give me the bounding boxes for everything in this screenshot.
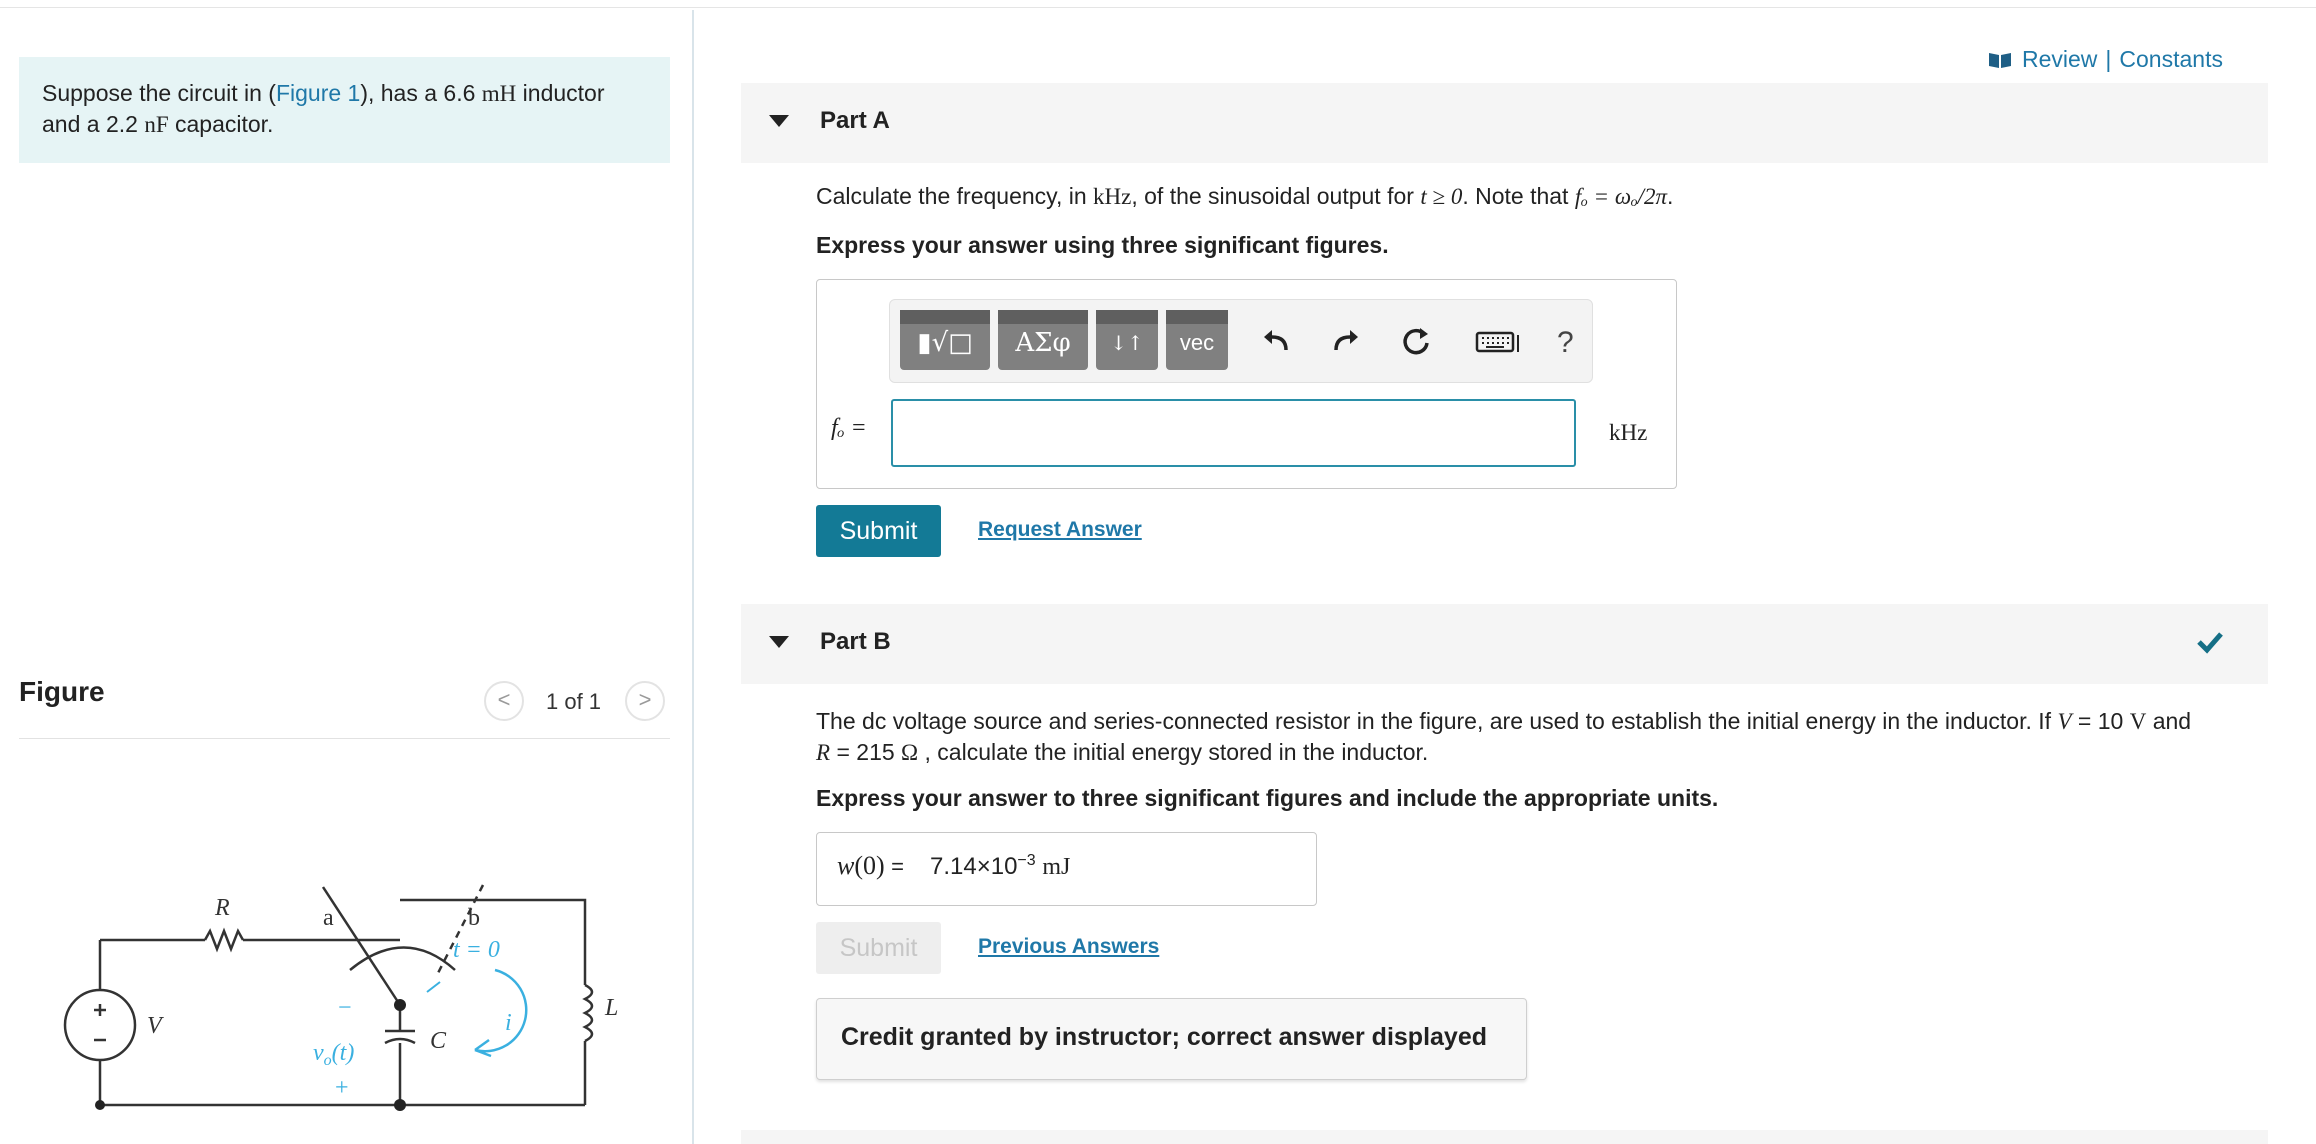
label-C: C bbox=[430, 1028, 447, 1054]
label-i: i bbox=[505, 1010, 512, 1036]
undo-icon[interactable] bbox=[1258, 324, 1294, 360]
frequency-input[interactable] bbox=[891, 399, 1576, 467]
part-a-title: Part A bbox=[820, 107, 890, 134]
part-a-answer-box bbox=[816, 279, 1677, 489]
part-b-question: The dc voltage source and series-connected resistor in the figure, are used to establish the initial energy in the inductor. If V = 10 V and R = 215 Ω , calculate the initial energy stored in the inductor. bbox=[816, 708, 2192, 765]
answer-label: w(0) = bbox=[837, 851, 905, 880]
label-V: V bbox=[147, 1013, 162, 1039]
math-toolbar bbox=[889, 299, 1593, 383]
templates-button[interactable]: ▮√□ bbox=[900, 310, 990, 370]
header-separator: | bbox=[2105, 46, 2112, 72]
vector-button[interactable]: vec bbox=[1166, 310, 1228, 370]
node-left bbox=[95, 1100, 105, 1110]
node-bottom bbox=[394, 1099, 406, 1111]
part-b-title: Part B bbox=[820, 628, 891, 655]
intro-text: ), has a 6.6 bbox=[360, 80, 482, 106]
answer-label: fₒ = bbox=[831, 415, 867, 441]
label-R: R bbox=[215, 895, 230, 921]
intro-text: inductor and a 2.2 bbox=[42, 80, 605, 137]
collapse-caret-icon[interactable] bbox=[769, 115, 789, 129]
label-a: a bbox=[323, 905, 334, 931]
review-link[interactable]: Review bbox=[2022, 46, 2098, 72]
reset-icon[interactable] bbox=[1398, 324, 1434, 360]
energy-answer-value: $7.14\times 10^{-3}$ mJ bbox=[930, 852, 1071, 880]
switch-arm bbox=[323, 887, 400, 1005]
node-top bbox=[394, 999, 406, 1011]
part-a-question: Calculate the frequency, in kHz, of the sinusoidal output for t ≥ 0. Note that fₒ = ωₒ/2π. bbox=[816, 183, 1674, 209]
keyboard-icon[interactable] bbox=[1474, 324, 1522, 360]
label-L: L bbox=[605, 995, 619, 1021]
resistor-zigzag bbox=[205, 931, 243, 949]
figure-prev-button[interactable]: < bbox=[484, 681, 524, 721]
part-b-header[interactable] bbox=[741, 604, 2268, 684]
figure-count: 1 of 1 bbox=[546, 689, 602, 714]
part-a-header[interactable] bbox=[741, 83, 2268, 163]
figure-next-button[interactable]: > bbox=[625, 681, 665, 721]
figure-title: Figure bbox=[19, 676, 105, 707]
column-divider bbox=[692, 10, 694, 1144]
inductor-unit: mH bbox=[481, 81, 517, 106]
label-b: b bbox=[468, 905, 480, 931]
figure-link[interactable]: Figure 1 bbox=[275, 80, 361, 106]
book-icon bbox=[1988, 51, 2012, 69]
top-border bbox=[0, 7, 2316, 8]
current-loop-arrow bbox=[475, 970, 526, 1051]
credit-message: Credit granted by instructor; correct answer displayed bbox=[841, 1023, 1487, 1051]
part-b-answer-box bbox=[816, 832, 1317, 906]
greek-button[interactable]: ΑΣφ bbox=[998, 310, 1088, 370]
voltage-source bbox=[65, 990, 135, 1060]
part-b-submit-button: Submit bbox=[816, 922, 941, 974]
redo-icon[interactable] bbox=[1328, 324, 1364, 360]
part-a-submit-button[interactable]: Submit bbox=[816, 505, 941, 557]
label-t0: t = 0 bbox=[453, 937, 500, 963]
current-arrowhead bbox=[475, 1040, 491, 1056]
collapse-caret-icon[interactable] bbox=[769, 636, 789, 650]
review-constants-bar bbox=[1988, 46, 2223, 73]
part-b-instruction: Express your answer to three significant figures and include the appropriate units. bbox=[816, 785, 1719, 811]
answer-unit: kHz bbox=[1609, 420, 1648, 445]
intro-text: Suppose the circuit in ( bbox=[42, 80, 276, 106]
previous-answers-link[interactable]: Previous Answers bbox=[978, 935, 1160, 958]
checkmark-icon bbox=[2196, 630, 2224, 654]
capacitor-plate-bottom bbox=[385, 1039, 415, 1043]
problem-intro bbox=[19, 57, 670, 163]
intro-text: capacitor. bbox=[168, 111, 274, 137]
request-answer-link[interactable]: Request Answer bbox=[978, 518, 1142, 541]
credit-feedback-box bbox=[816, 998, 1527, 1080]
part-a-instruction: Express your answer using three significant figures. bbox=[816, 232, 1389, 258]
next-part-header bbox=[741, 1130, 2268, 1144]
label-vo-plus: + bbox=[335, 1075, 349, 1101]
arrows-button[interactable]: ↓↑ bbox=[1096, 310, 1158, 370]
constants-link[interactable]: Constants bbox=[2119, 46, 2223, 72]
switch-throw-arrow bbox=[427, 982, 440, 992]
circuit-diagram[interactable] bbox=[55, 870, 619, 1120]
figure-divider bbox=[19, 738, 670, 739]
help-button[interactable]: ? bbox=[1557, 326, 1574, 359]
inductor-coil bbox=[585, 985, 592, 1041]
label-vo-minus: − bbox=[338, 995, 352, 1021]
capacitor-unit: nF bbox=[144, 112, 169, 137]
label-vo: $v_o(t)$ bbox=[313, 1040, 355, 1069]
